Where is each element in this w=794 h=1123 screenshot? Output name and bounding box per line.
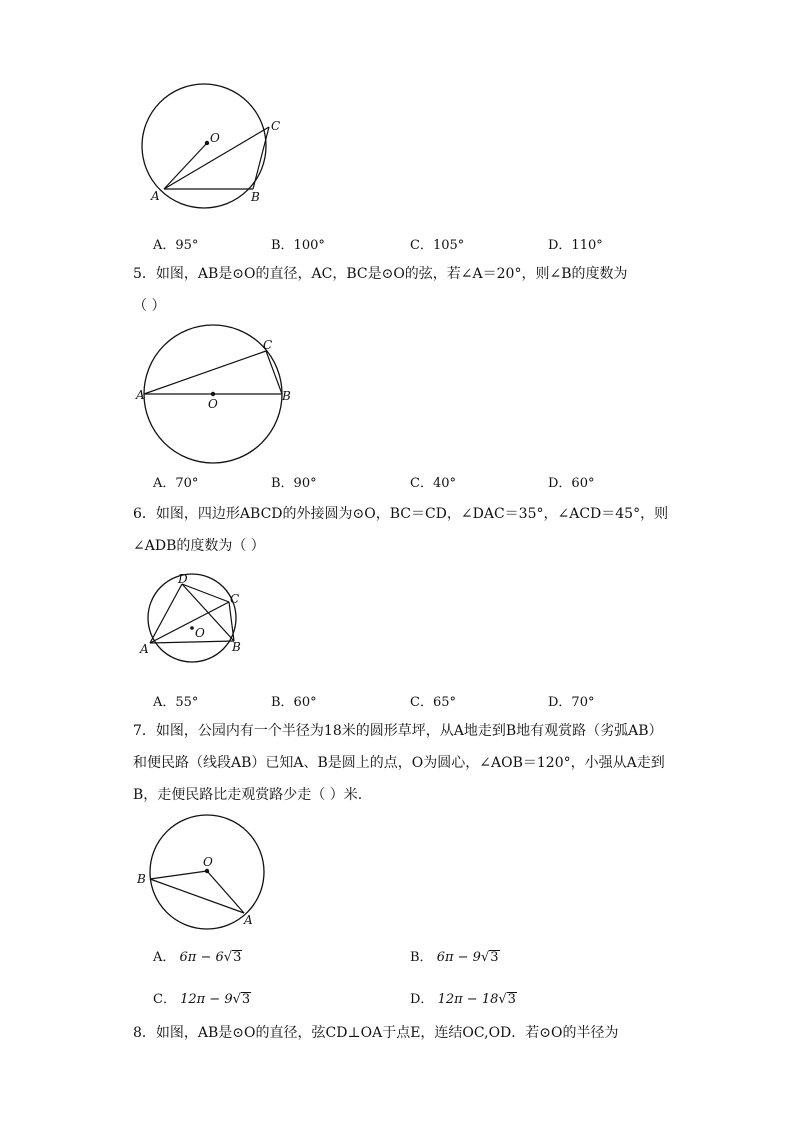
q7-figure (130, 810, 280, 935)
q5-center-dot (211, 392, 215, 396)
q7-option-c (153, 988, 251, 1007)
sqrt-icon: √ (232, 992, 241, 1007)
q4-label-a: A (151, 189, 160, 203)
q7-option-d-radicand: 3 (507, 992, 516, 1007)
q7-center-dot (205, 869, 209, 873)
q7-option-a-letter: A． (153, 950, 176, 965)
q5-chord-bc (266, 351, 282, 394)
q6-center-dot (190, 626, 194, 630)
q5-option-b: B．90° (271, 476, 317, 491)
q5-option-c: C．40° (410, 476, 456, 491)
q5-label-c: C (263, 338, 273, 352)
q7-stem-line3: B，走便民路比走观赏路少走（ ）米. (133, 787, 363, 803)
q6-label-o: O (195, 626, 205, 640)
q4-center-dot (205, 141, 209, 145)
q6-figure (136, 566, 256, 666)
q5-option-a: A．70° (153, 476, 199, 491)
q4-segment-bc (253, 127, 269, 189)
q5-label-o: O (208, 397, 218, 411)
q6-diagonal-bd (182, 584, 234, 641)
q4-option-c: C．105° (410, 238, 465, 253)
q4-option-b: B．100° (271, 238, 325, 253)
q4-label-o: O (210, 131, 220, 145)
q5-label-b: B (282, 389, 291, 403)
q6-stem-line1: 6．如图，四边形ABCD的外接圆为⊙O，BC＝CD，∠DAC＝35°，∠ACD＝45°，则 (133, 506, 669, 522)
q6-stem-line2: ∠ADB的度数为（ ） (133, 538, 265, 554)
q6-label-d: D (178, 572, 188, 586)
q7-option-b-letter: B． (410, 950, 433, 965)
q7-option-b-expr: 6π − 9 (436, 950, 481, 965)
q7-option-b (410, 946, 500, 965)
q6-option-c: C．65° (410, 695, 456, 710)
q4-figure (130, 60, 300, 215)
q7-option-c-radicand: 3 (241, 992, 251, 1007)
q4-label-b: B (251, 190, 260, 204)
q4-label-c: C (271, 119, 281, 133)
q4-segment-oa (164, 143, 207, 189)
q7-label-a: A (244, 913, 253, 927)
q7-chord-ab (150, 879, 244, 913)
q7-option-a-expr: 6π − 6 (179, 950, 224, 965)
q4-option-a: A．95° (153, 238, 199, 253)
q6-label-b: B (232, 640, 241, 654)
q7-option-d-expr: 12π − 18 (437, 992, 499, 1007)
q7-radius-ob (150, 871, 207, 879)
q5-figure (130, 330, 300, 465)
q6-label-c: C (230, 592, 240, 606)
q7-stem-line1: 7．如图，公园内有一个半径为18米的圆形草坪，从A地走到B地有观赏路（劣弧AB） (133, 723, 663, 739)
q7-label-o: O (203, 855, 213, 869)
q5-chord-ac (144, 351, 266, 394)
sqrt-icon: √ (498, 992, 507, 1007)
q5-stem-line1: 5．如图，AB是⊙O的直径，AC，BC是⊙O的弦，若∠A＝20°，则∠B的度数为 (133, 266, 628, 282)
q5-option-d: D．60° (548, 476, 595, 491)
q7-option-a-radicand: 3 (233, 950, 242, 965)
sqrt-icon: √ (480, 950, 490, 965)
q7-option-a (153, 946, 242, 965)
q7-option-c-letter: C． (153, 992, 176, 1007)
q6-label-a: A (140, 642, 149, 656)
q6-side-cd (182, 584, 229, 602)
q7-option-c-expr: 12π − 9 (180, 992, 233, 1007)
q7-option-b-radicand: 3 (490, 950, 499, 965)
q6-option-a: A．55° (153, 695, 199, 710)
q6-side-bc (229, 602, 234, 641)
q5-stem-line2: （ ） (133, 298, 166, 314)
q6-option-b: B．60° (271, 695, 317, 710)
q7-option-d-letter: D． (410, 992, 434, 1007)
q8-stem-line1: 8．如图，AB是⊙O的直径，弦CD⊥OA于点E，连结OC,OD．若⊙O的半径为 (133, 1025, 619, 1041)
q4-option-d: D．110° (548, 238, 603, 253)
q6-option-d: D．70° (548, 695, 595, 710)
q7-option-d (410, 988, 517, 1007)
q5-label-a: A (136, 388, 145, 402)
q7-stem-line2: 和便民路（线段AB）已知A、B是圆上的点，O为圆心，∠AOB＝120°，小强从A走到 (133, 755, 665, 771)
q6-side-ab (150, 641, 234, 643)
q7-label-b: B (137, 872, 146, 886)
sqrt-icon: √ (223, 950, 233, 965)
